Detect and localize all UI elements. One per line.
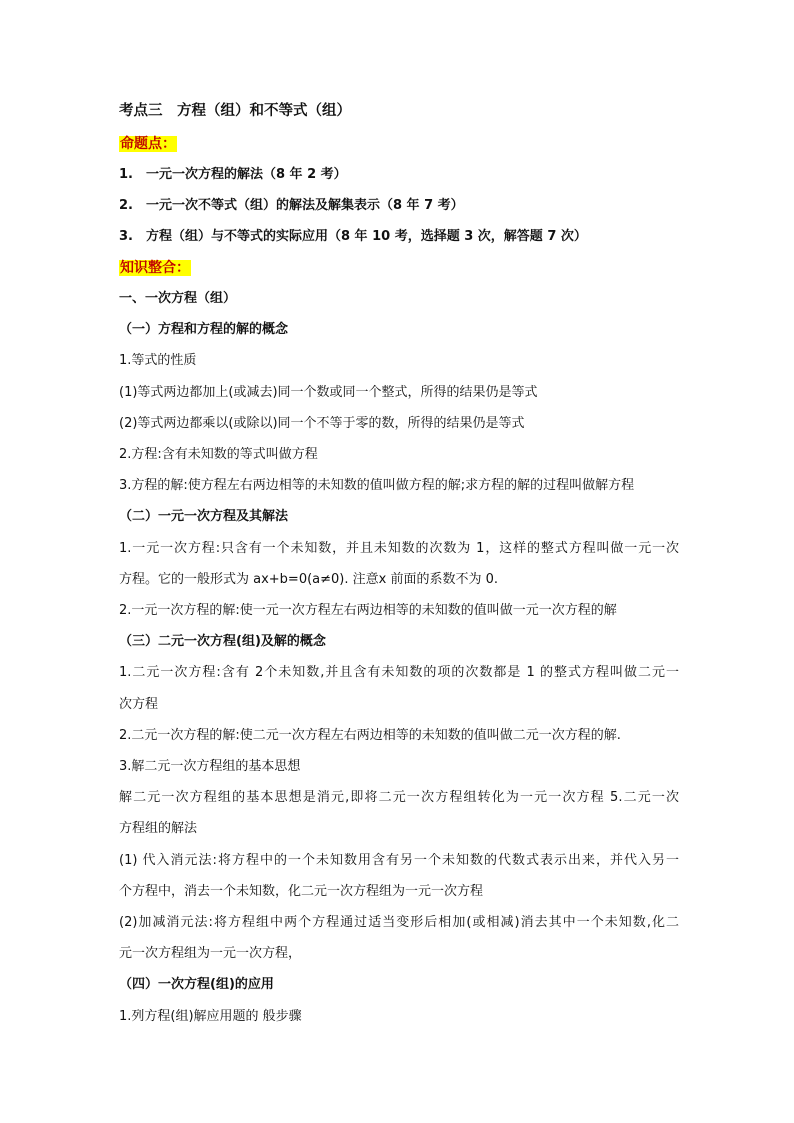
sub4-heading: （四）一次方程(组)的应用 <box>119 977 274 992</box>
part1-heading: 一、一次方程（组） <box>119 291 237 306</box>
sub1-heading: （一）方程和方程的解的概念 <box>119 322 289 337</box>
sub3-line-5: 解二元一次方程组的基本思想是消元,即将二元一次方程组转化为一元一次方程 5.二元一次 <box>119 790 679 805</box>
mingti-item-1: 1. 一元一次方程的解法（8 年 2 考） <box>119 167 347 182</box>
sub1-line-5: 3.方程的解:使方程左右两边相等的未知数的值叫做方程的解;求方程的解的过程叫做解方程 <box>119 478 635 493</box>
sub3-line-2: 次方程 <box>119 697 159 712</box>
sub3-line-7: (1) 代入消元法:将方程中的一个未知数用含有另一个未知数的代数式表示出来，并代入另一 <box>119 853 679 868</box>
page-title: 考点三 方程（组）和不等式（组） <box>119 103 351 119</box>
sub3-heading: （三）二元一次方程(组)及解的概念 <box>119 634 326 649</box>
highlight-mingti: 命题点： <box>120 136 176 152</box>
sub3-line-6: 方程组的解法 <box>119 821 198 836</box>
sub3-line-4: 3.解二元一次方程组的基本思想 <box>119 759 301 774</box>
sub3-line-3: 2.二元一次方程的解:使二元一次方程左右两边相等的未知数的值叫做二元一次方程的解. <box>119 728 621 743</box>
sub2-heading: （二）一元一次方程及其解法 <box>119 509 289 524</box>
sub3-line-1: 1.二元一次方程:含有 2个未知数,并且含有未知数的项的次数都是 1 的整式方程叫做二元一 <box>119 665 679 680</box>
sub1-line-1: 1.等式的性质 <box>119 353 197 368</box>
sub3-line-9: (2)加减消元法:将方程组中两个方程通过适当变形后相加(或相减)消去其中一个未知数,化二 <box>119 915 679 930</box>
sub2-line-1: 1.一元一次方程:只含有一个未知数，并且未知数的次数为 1，这样的整式方程叫做一元一次 <box>119 541 679 556</box>
highlight-zhishi: 知识整合： <box>120 260 190 276</box>
mingti-item-2: 2. 一元一次不等式（组）的解法及解集表示（8 年 7 考） <box>119 198 464 213</box>
sub3-line-8: 个方程中，消去一个未知数，化二元一次方程组为一元一次方程 <box>119 884 484 899</box>
sub3-line-10: 元一次方程组为一元一次方程， <box>119 946 302 961</box>
section-label-zhishi <box>119 259 679 278</box>
sub2-line-2: 方程。它的一般形式为 ax+b=0(a≠0). 注意x 前面的系数不为 0. <box>119 572 498 587</box>
sub1-line-3: (2)等式两边都乘以(或除以)同一个不等于零的数，所得的结果仍是等式 <box>119 416 525 431</box>
sub2-line-3: 2.一元一次方程的解:使一元一次方程左右两边相等的未知数的值叫做一元一次方程的解 <box>119 603 617 618</box>
sub1-line-4: 2.方程:含有未知数的等式叫做方程 <box>119 447 318 462</box>
section-label-mingti <box>119 135 679 154</box>
mingti-item-3: 3. 方程（组）与不等式的实际应用（8 年 10 考，选择题 3 次，解答题 7 次） <box>119 229 587 244</box>
sub4-line-1: 1.列方程(组)解应用题的 般步骤 <box>119 1009 302 1024</box>
sub1-line-2: (1)等式两边都加上(或减去)同一个数或同一个整式，所得的结果仍是等式 <box>119 385 538 400</box>
